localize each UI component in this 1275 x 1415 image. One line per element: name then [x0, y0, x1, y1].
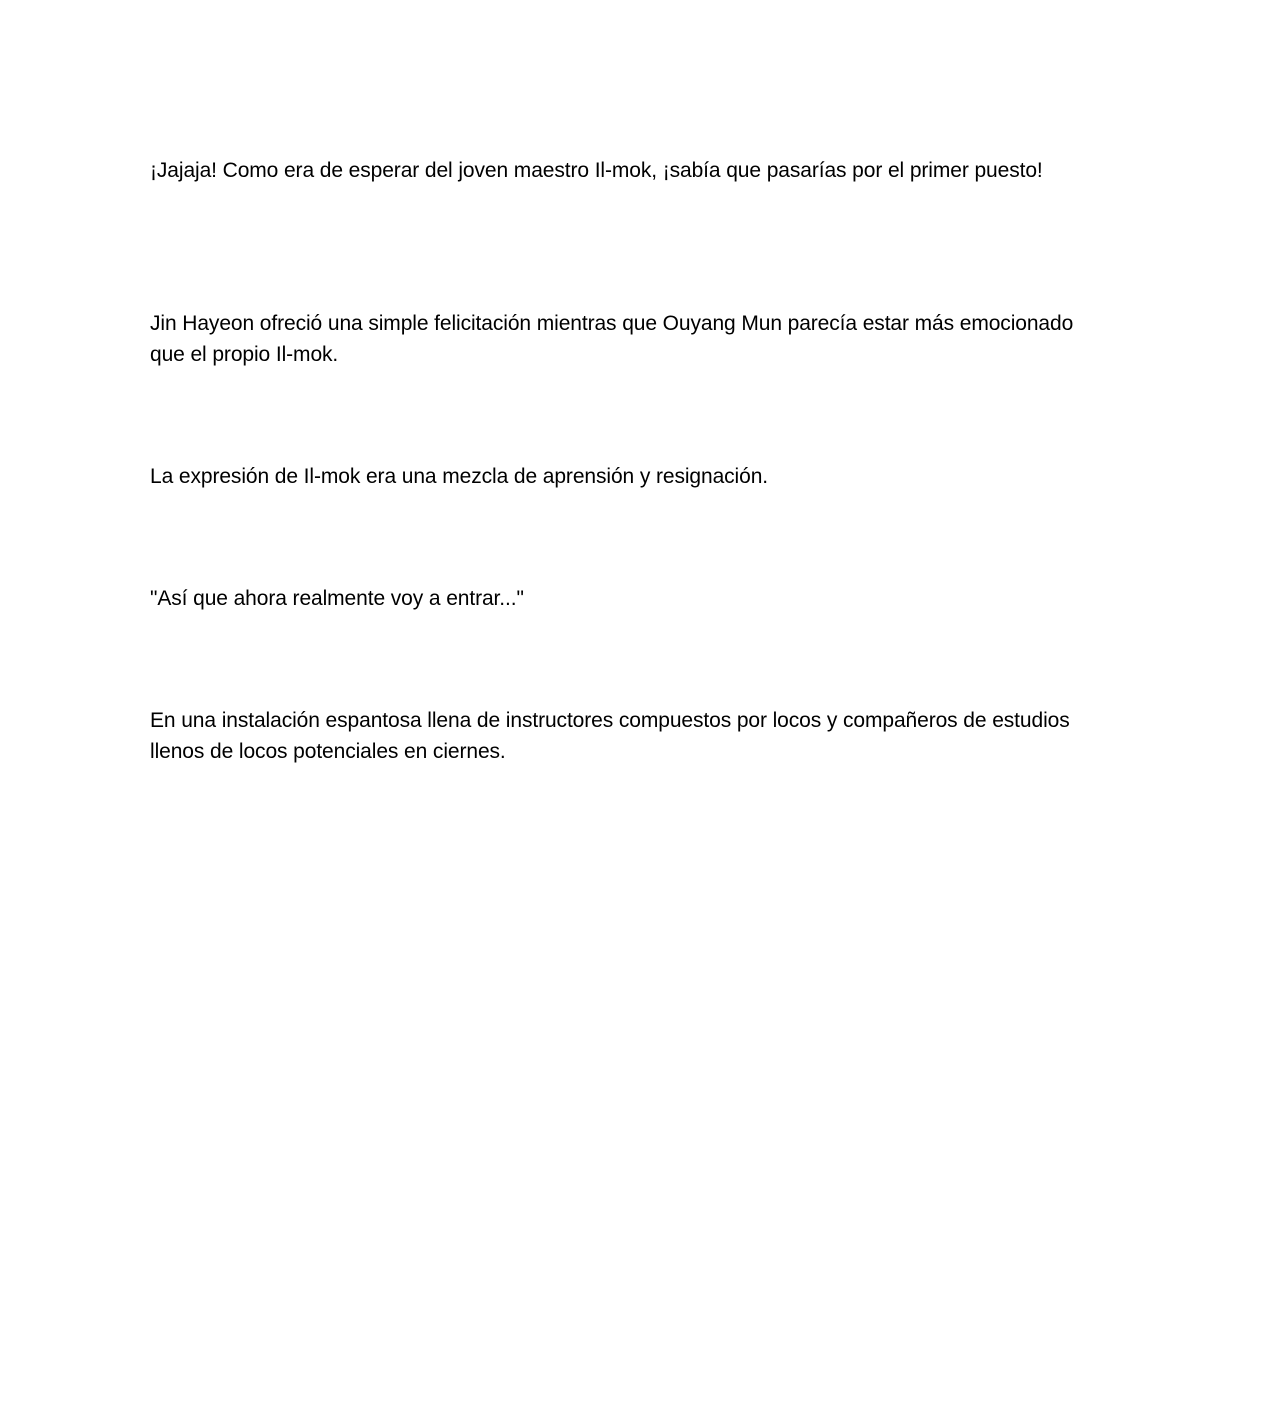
paragraph-2: Jin Hayeon ofreció una simple felicitación mientras que Ouyang Mun parecía estar más emocionado que el propio Il-mok.: [150, 312, 1074, 366]
paragraph-4: "Así que ahora realmente voy a entrar...": [150, 587, 524, 610]
paragraph-3: La expresión de Il-mok era una mezcla de aprensión y resignación.: [150, 465, 769, 488]
paragraph-5: En una instalación espantosa llena de instructores compuestos por locos y compañeros de estudios llenos de locos potenciales en ciernes.: [150, 709, 1070, 763]
paragraph-1: ¡Jajaja! Como era de esperar del joven maestro Il-mok, ¡sabía que pasarías por el primer puesto!: [150, 159, 1043, 182]
